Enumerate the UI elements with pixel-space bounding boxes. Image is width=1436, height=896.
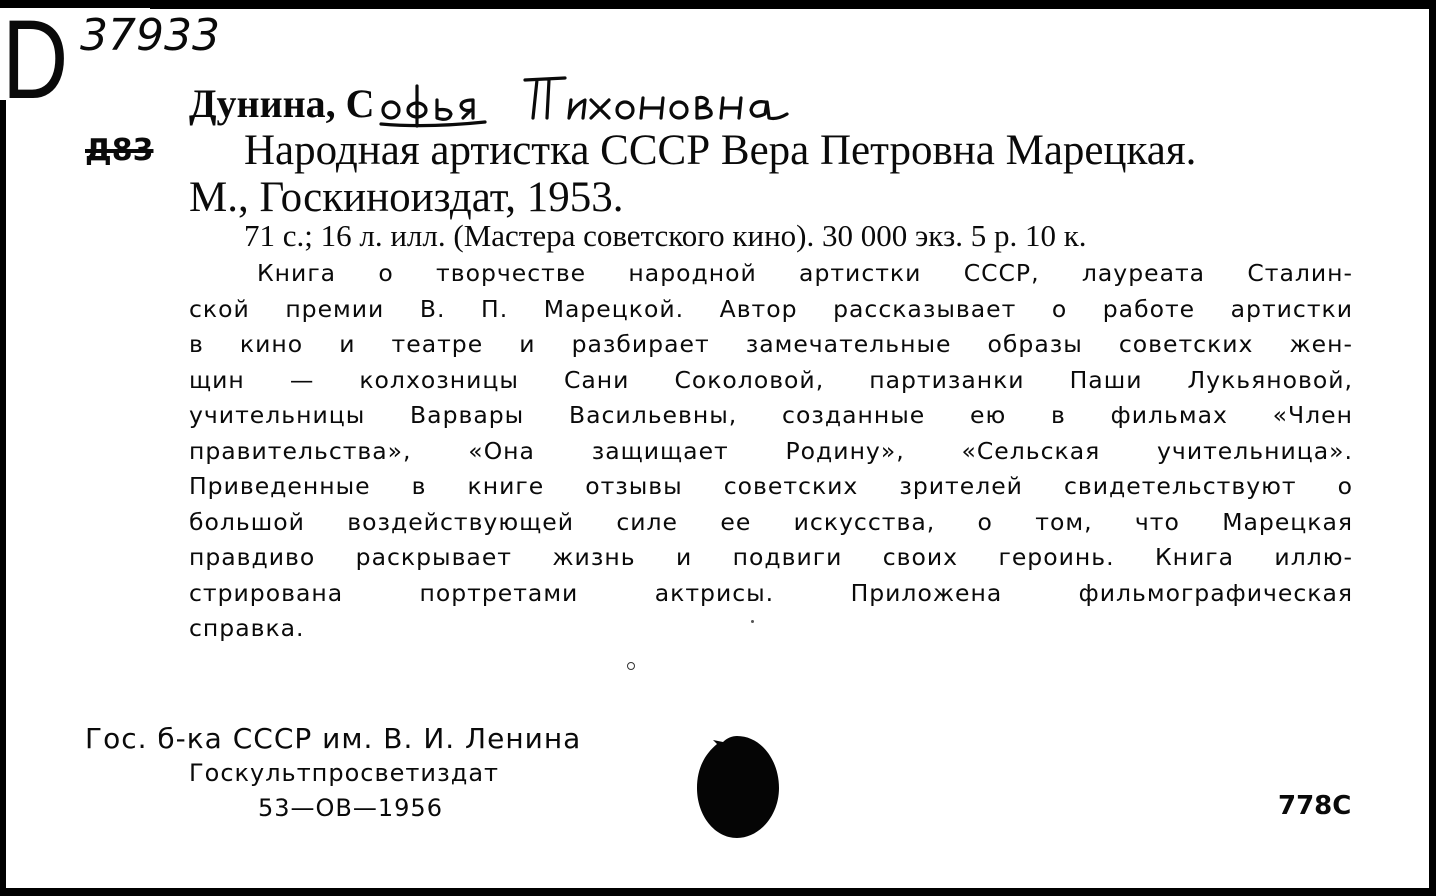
library-name: Гос. б-ка СССР им. В. И. Ленина	[85, 722, 582, 755]
annotation-line: щин — колхозницы Сани Соколовой, партизанки Паши Лукьяновой,	[189, 365, 1353, 394]
annotation-line: стрирована портретами актрисы. Приложена фильмографическая	[189, 578, 1353, 607]
punch-hole	[693, 732, 783, 842]
collation: 71 с.; 16 л. илл. (Мастера советского кино). 30 000 экз. 5 р. 10 к.	[244, 218, 1087, 253]
imprint: М., Госкиноиздат, 1953.	[189, 174, 624, 221]
shelf-mark: Д83	[85, 133, 154, 168]
annotation-line: Приведенные в книге отзывы советских зрителей свидетельствуют о	[189, 472, 1353, 500]
call-letter: D	[2, 0, 67, 122]
paper-speck	[751, 620, 754, 623]
card-border-bottom	[0, 888, 1436, 896]
order-number: 53—ОВ—1956	[258, 794, 443, 822]
card-border-right	[1429, 0, 1436, 896]
card-number: 778С	[1278, 791, 1352, 821]
card-border-top	[150, 0, 1436, 9]
author-printed-name: Дунина, С	[189, 81, 375, 126]
annotation-line: правдиво раскрывает жизнь и подвиги своих героинь. Книга иллю-	[189, 543, 1353, 571]
annotation-line: Книга о творчестве народной артистки СССР, лауреата Сталин-	[257, 259, 1353, 287]
call-number-handwritten: 37933	[80, 10, 220, 61]
annotation-line: учительницы Варвары Васильевны, созданные ею в фильмах «Член	[189, 401, 1353, 429]
annotation-line: в кино и театре и разбирает замечательные образы советских жен-	[189, 330, 1353, 358]
card-border-left	[0, 100, 6, 896]
annotation-line: большой воздействующей силе ее искусства, о том, что Марецкая	[189, 507, 1353, 536]
book-title: Народная артистка СССР Вера Петровна Марецкая.	[244, 127, 1197, 174]
annotation-line: ской премии В. П. Марецкой. Автор рассказывает о работе артистки	[189, 294, 1353, 323]
card-publisher: Госкультпросветиздат	[189, 759, 500, 787]
annotation-line: справка.	[189, 614, 305, 642]
author-handwritten-name	[377, 72, 797, 128]
annotation	[189, 256, 1353, 647]
paper-speck	[627, 662, 635, 670]
annotation-line: правительства», «Она защищает Родину», «Сельская учительница».	[189, 436, 1353, 465]
author-heading	[189, 80, 797, 128]
